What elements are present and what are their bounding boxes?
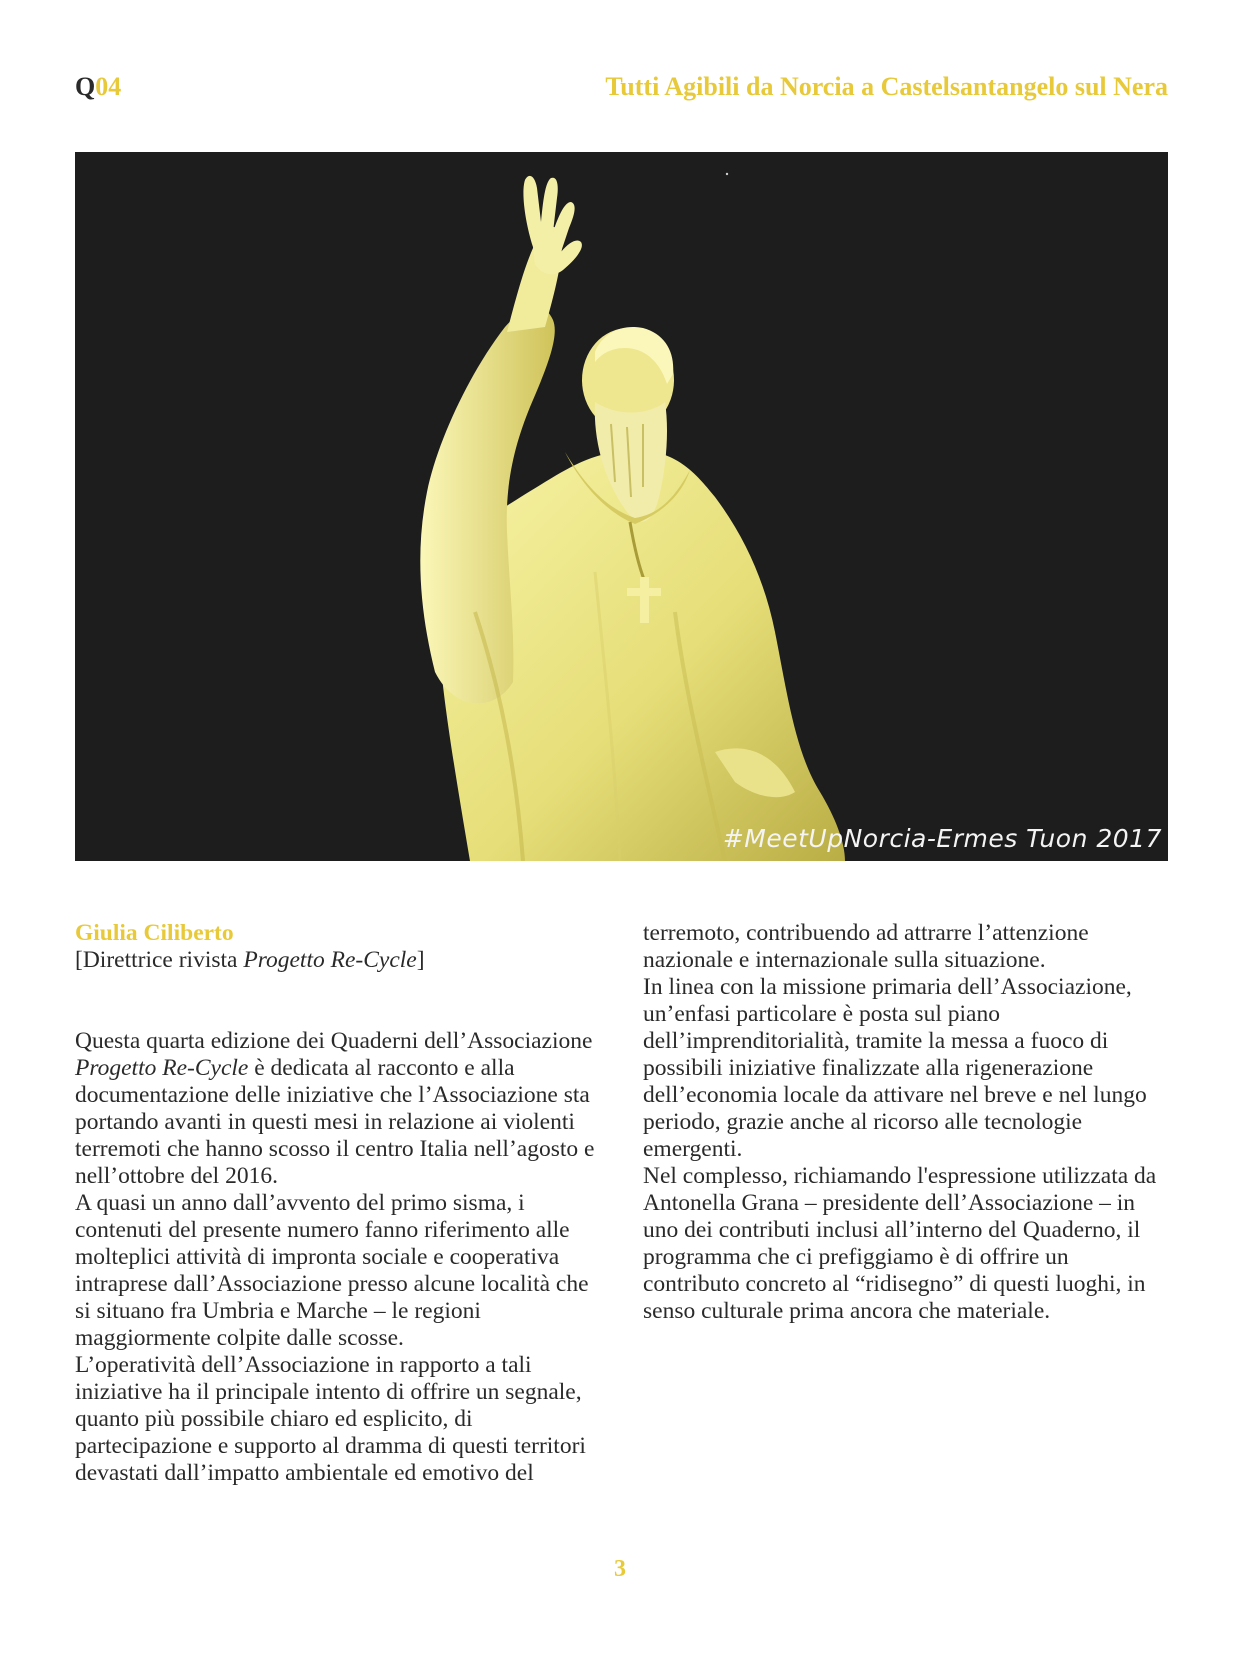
paragraph-3-continued: terremoto, contribuendo ad attrarre l’attenzione nazionale e internazionale sulla situazione. <box>643 920 1089 973</box>
statue-illustration <box>75 152 1168 861</box>
article-column-right <box>643 920 1163 1325</box>
paragraph-4: In linea con la missione primaria dell’Associazione, un’enfasi particolare è posta sul piano dell’imprenditorialità, tramite la messa a fuoco di possibili iniziative finalizzate alla rigenerazione dell’economia locale da attivare nel breve e nel lungo periodo, grazie anche al ricorso alle tecnologie emergenti. <box>643 974 1147 1162</box>
author-role <box>75 947 595 974</box>
running-header <box>75 72 1168 112</box>
role-suffix: ] <box>416 947 425 973</box>
role-prefix: [Direttrice rivista <box>75 947 244 973</box>
paragraph-1-start: Questa quarta edizione dei Quaderni dell’Associazione <box>75 1028 593 1054</box>
author-name: Giulia Ciliberto <box>75 920 234 946</box>
article-column-left <box>75 920 595 1487</box>
statue-photo <box>75 152 1168 861</box>
page-number: 3 <box>614 1556 626 1582</box>
role-publication: Progetto Re-Cycle <box>243 947 417 973</box>
paragraph-1 <box>75 1028 595 1190</box>
issue-letter: Q <box>75 72 96 101</box>
paragraph-5: Nel complesso, richiamando l'espressione utilizzata da Antonella Grana – presidente dell’Associazione – in uno dei contributi inclusi all’interno del Quaderno, il programma che ci prefiggiamo è di offrire un contributo concreto al “ridisegno” di questi luoghi, in senso culturale prima ancora che materiale. <box>643 1163 1157 1324</box>
paragraph-2: A quasi un anno dall’avvento del primo sisma, i contenuti del presente numero fanno riferimento alle molteplici attività di impronta sociale e cooperativa intraprese dall’Associazione presso alcune località che si situano fra Umbria e Marche – le regioni maggiormente colpite dalle scosse. <box>75 1190 589 1351</box>
issue-number: 04 <box>95 72 122 101</box>
paragraph-1-end: è dedicata al racconto e alla documentazione delle iniziative che l’Associazione sta portando avanti in questi mesi in relazione ai violenti terremoti che hanno scosso il centro Italia nell’agosto e nell’ottobre del 2016. <box>75 1055 595 1189</box>
paragraph-1-italic: Progetto Re-Cycle <box>75 1055 249 1081</box>
issue-label <box>75 72 121 102</box>
photo-credit: #MeetUpNorcia-Ermes Tuon 2017 <box>722 824 1162 853</box>
header-title: Tutti Agibili da Norcia a Castelsantangelo sul Nera <box>605 72 1168 101</box>
paragraph-3: L’operatività dell’Associazione in rapporto a tali iniziative ha il principale intento di offrire un segnale, quanto più possibile chiaro ed esplicito, di partecipazione e supporto al dramma di questi territori devastati dall’impatto ambientale ed emotivo del <box>75 1352 586 1486</box>
